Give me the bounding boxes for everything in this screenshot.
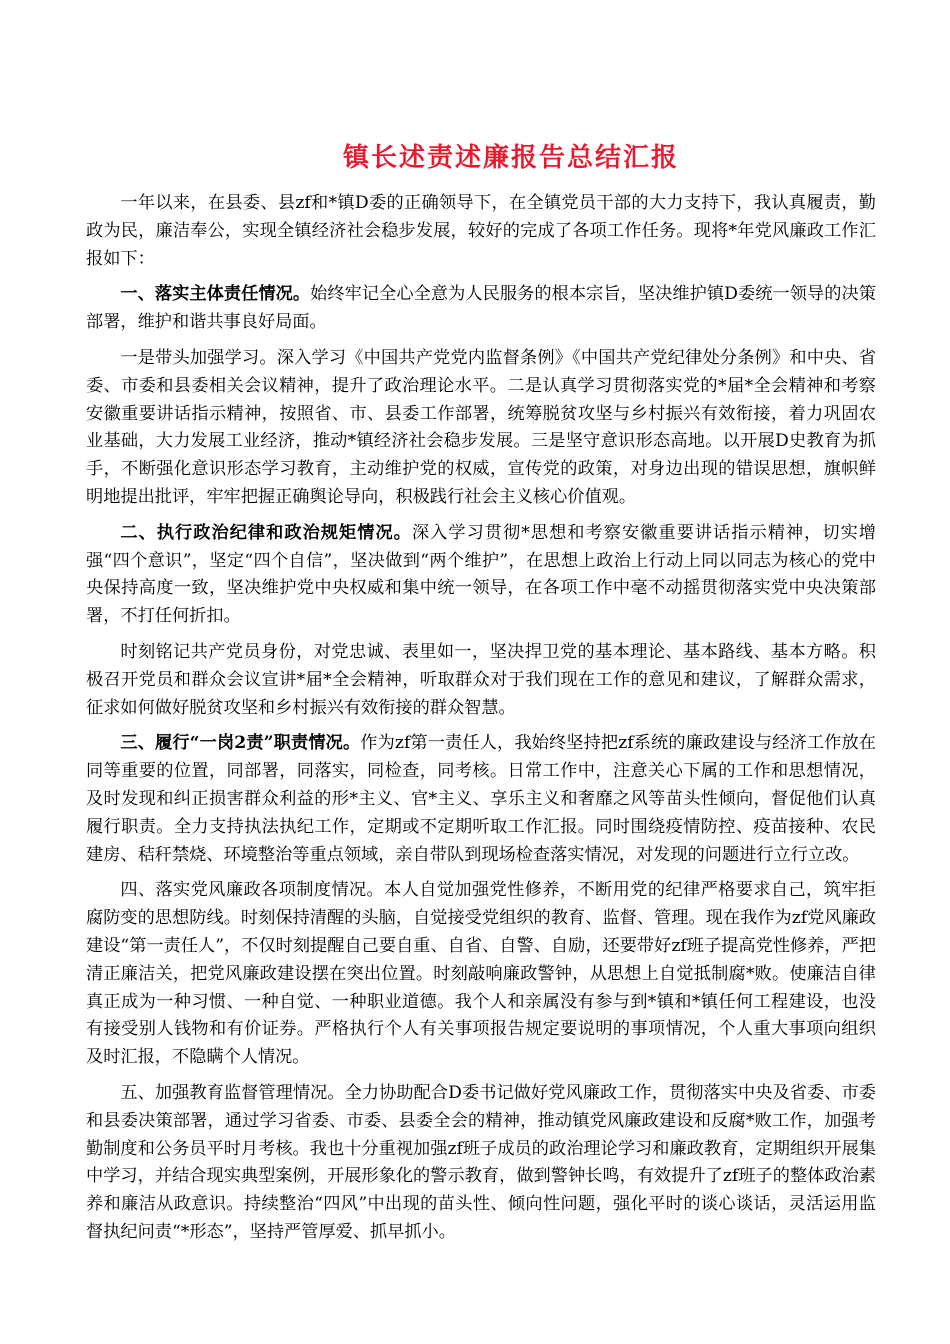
paragraph-section-4 [86, 877, 876, 1072]
paragraph-text: 始终牢记全心全意为人民服务的根本宗旨，坚决维护镇D委统一领导的决策部署，维护和谐共事良好局面。 [86, 284, 876, 333]
paragraph-section-5 [86, 1080, 876, 1247]
paragraph-heading: 一、落实主体责任情况。 [120, 284, 311, 305]
paragraph-text: 五、加强教育监督管理情况。全力协助配合D委书记做好党风廉政工作，贯彻落实中央及省委、市委和县委决策部署，通过学习省委、市委、县委全会的精神，推动镇党风廉政建设和反腐*败工作，加强考勤制度和公务员平时月考核。我也十分重视加强zf班子成员的政治理论学习和廉政教育，定期组织开展集中学习，并结合现实典型案例，开展形象化的警示教育，做到警钟长鸣，有效提升了zf班子的整体政治素养和廉洁从政意识。持续整治“四风”中出现的苗头性、倾向性问题，强化平时的谈心谈话，灵活运用监督执纪问责“*形态”，坚持严管厚爱、抓早抓小。 [86, 1082, 876, 1242]
paragraph-section-1 [86, 281, 876, 337]
document-title: 镇长述责述廉报告总结汇报 [342, 143, 679, 173]
paragraph-section-1-detail [86, 345, 876, 512]
paragraph-text: 一年以来，在县委、县zf和*镇D委的正确领导下，在全镇党员干部的大力支持下，我认真履责，勤政为民，廉洁奉公，实现全镇经济社会稳步发展，较好的完成了各项工作任务。现将*年党风廉政工作汇报如下： [86, 193, 876, 269]
document-page [86, 130, 876, 1255]
paragraph-text: 时刻铭记共产党员身份，对党忠诚、表里如一，坚决捍卫党的基本理论、基本路线、基本方略。积极召开党员和群众会议宣讲*届*全会精神，听取群众对于我们现在工作的意见和建议，了解群众需求，征求如何做好脱贫攻坚和乡村振兴有效衔接的群众智慧。 [86, 641, 876, 718]
paragraph-text: 一是带头加强学习。深入学习《中国共产党党内监督条例》《中国共产党纪律处分条例》和中央、省委、市委和县委相关会议精神，提升了政治理论水平。二是认真学习贯彻落实党的*届*全会精神和考察安徽重要讲话指示精神，按照省、市、县委工作部署，统筹脱贫攻坚与乡村振兴有效衔接，着力巩固农业基础，大力发展工业经济，推动*镇经济社会稳步发展。三是坚守意识形态高地。以开展D史教育为抓手，不断强化意识形态学习教育，主动维护党的权威，宣传党的政策，对身边出现的错误思想，旗帜鲜明地提出批评，牢牢把握正确舆论导向，积极践行社会主义核心价值观。 [86, 347, 876, 507]
paragraph-section-2-detail [86, 639, 876, 722]
paragraph-text: 深入学习贯彻*思想和考察安徽重要讲话指示精神，切实增强“四个意识”，坚定“四个自信”，坚决做到“两个维护”，在思想上政治上行动上同以同志为核心的党中央保持高度一致，坚决维护党中央权威和集中统一领导，在各项工作中毫不动摇贯彻落实党中央决策部署，不打任何折扣。 [86, 522, 876, 627]
paragraph-heading: 二、执行政治纪律和政治规矩情况。 [120, 522, 412, 543]
paragraph-heading: 三、履行“一岗2责”职责情况。 [120, 733, 361, 754]
paragraph-intro [86, 190, 876, 273]
paragraph-section-2 [86, 520, 876, 631]
paragraph-text: 作为zf第一责任人，我始终坚持把zf系统的廉政建设与经济工作放在同等重要的位置，同部署，同落实，同检查，同考核。日常工作中，注意关心下属的工作和思想情况，及时发现和纠正损害群众利益的形*主义、官*主义、享乐主义和奢靡之风等苗头性倾向，督促他们认真履行职责。全力支持执法执纪工作，定期或不定期听取工作汇报。同时围绕疫情防控、疫苗接种、农民建房、秸秆禁烧、环境整治等重点领域，亲自带队到现场检查落实情况，对发现的问题进行立行立改。 [86, 733, 876, 865]
paragraph-text: 四、落实党风廉政各项制度情况。本人自觉加强党性修养，不断用党的纪律严格要求自己，筑牢拒腐防变的思想防线。时刻保持清醒的头脑，自觉接受党组织的教育、监督、管理。现在我作为zf党风廉政建设“第一责任人”，不仅时刻提醒自己要自重、自省、自警、自励，还要带好zf班子提高党性修养，严把清正廉洁关，把党风廉政建设摆在突出位置。时刻敲响廉政警钟，从思想上自觉抵制腐*败。使廉洁自律真正成为一种习惯、一种自觉、一种职业道德。我个人和亲属没有参与到*镇和*镇任何工程建设，也没有接受别人钱物和有价证券。严格执行个人有关事项报告规定要说明的事项情况，个人重大事项向组织及时汇报，不隐瞒个人情况。 [86, 880, 876, 1068]
paragraph-section-3 [86, 730, 876, 869]
